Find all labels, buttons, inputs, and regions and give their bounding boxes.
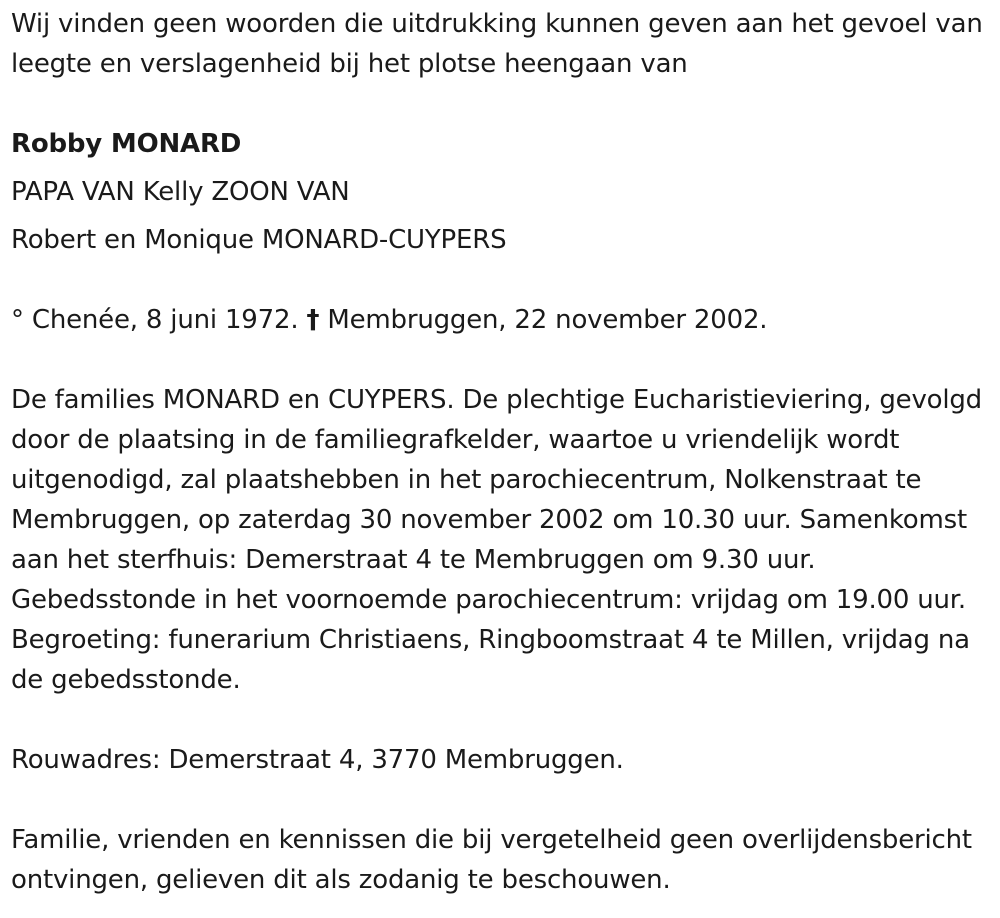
mourning-address: Rouwadres: Demerstraat 4, 3770 Membruggen. [11, 745, 624, 775]
intro-text: Wij vinden geen woorden die uitdrukking kunnen geven aan het gevoel van leegte en verslagenheid bij het plotse heengaan van [11, 9, 983, 79]
birth-death-line [11, 300, 986, 340]
birth-info: ° Chenée, 8 juni 1972. [11, 305, 299, 335]
cross-icon: † [306, 305, 320, 335]
relation-line-2: Robert en Monique MONARD-CUYPERS [11, 225, 507, 255]
death-info: Membruggen, 22 november 2002. [327, 305, 768, 335]
closing-text: Familie, vrienden en kennissen die bij vergetelheid geen overlijdensbericht ontvingen, gelieven dit als zodanig te beschouwen. [11, 825, 972, 895]
death-notice [11, 0, 986, 900]
arrangements-paragraph: De families MONARD en CUYPERS. De plechtige Eucharistieviering, gevolgd door de plaatsing in de familiegrafkelder, waartoe u vriendelijk wordt uitgenodigd, zal plaatshebben in het parochiecentrum, Nolkenstraat te Membruggen, op zaterdag 30 november 2002 om 10.30 uur. Samenkomst aan het sterfhuis: Demerstraat 4 te Membruggen om 9.30 uur. Gebedsstonde in het voornoemde parochiecentrum: vrijdag om 19.00 uur. Begroeting: funerarium Christiaens, Ringboomstraat 4 te Millen, vrijdag na de gebedsstonde. [11, 385, 982, 695]
relation-line-1: PAPA VAN Kelly ZOON VAN [11, 177, 350, 207]
deceased-name: Robby MONARD [11, 129, 242, 159]
